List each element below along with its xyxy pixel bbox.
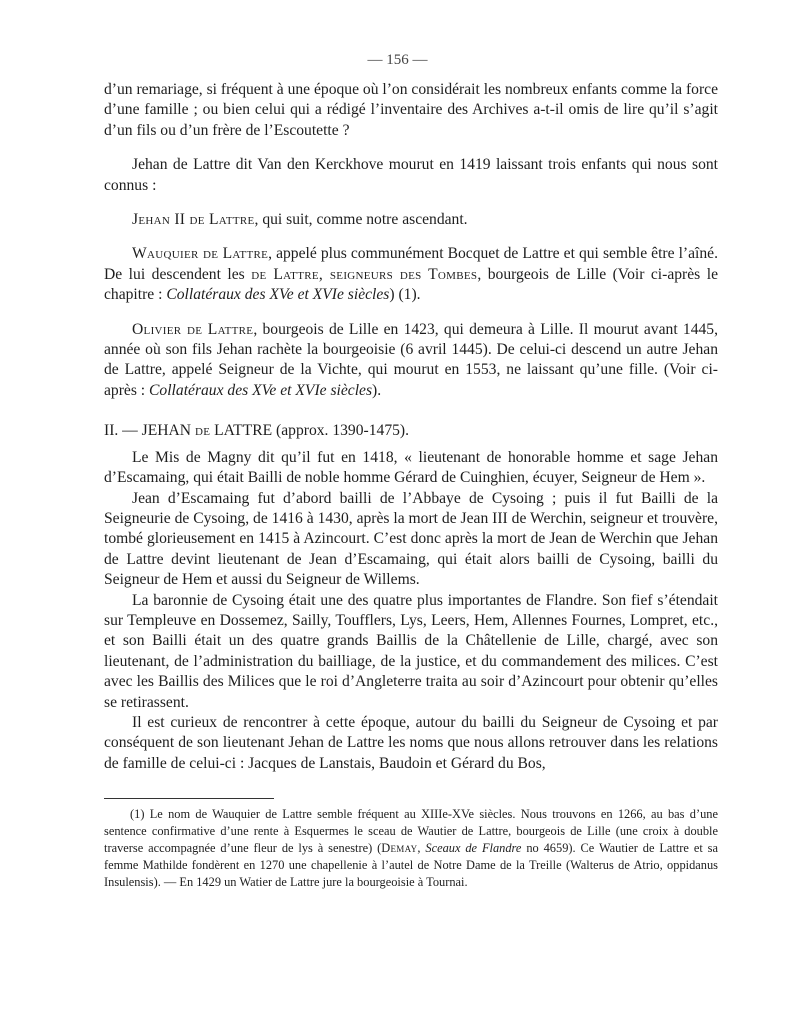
paragraph-text: , qui suit, comme notre ascendant. — [254, 211, 468, 229]
footnote-author: Demay — [381, 841, 418, 855]
paragraph-escamaing: Jean d’Escamaing fut d’abord bailli de l’Abbaye de Cysoing ; puis il fut Bailli de la Seigneurie de Cysoing, de 1416 à 1430, après la mort de Jean III de Werchin, seigneur et trouvère, tombé glorieusement en 1415 à Azincourt. C’est donc après la mort de Jean de Werchin que Jehan de Lattre devint lieutenant de Jean d’Escamaing, qui était alors bailli de Cysoing, bailli du Seigneur de Hem et aussi du Seigneur de Willems. — [104, 489, 718, 589]
footnote-text: (1) Le nom de Wauquier de Lattre semble fréquent au XIIIe-XVe siècles. Nous trouvons en 1266, au bas d’une sentence confirmative d’une rente à Esquermes le sceau de Wautier de Lattre, bourgeois de Lille (une croix à double traverse accompagnée d’une fleur de lys à senestre) ( — [104, 807, 718, 855]
paragraph-text: ) (1). — [389, 286, 421, 304]
footnote-source-title: Sceaux de Flandre — [425, 841, 522, 855]
heading-part: II. — JEHAN — [104, 422, 195, 440]
chapter-reference: Collatéraux des XVe et XVIe siècles — [149, 381, 373, 399]
heading-particle: de — [194, 422, 211, 440]
paragraph-text: , bourgeois de Lille en 1423, qui demeura à Lille. Il mourut avant 1445, année où son fils Jehan rachète la bourgeoisie (6 avril 1445). De celui-ci descend un autre Jehan de Lattre, appelé Seigneur de la Vichte, qui mourut en 1553, ne laissant qu’une fille. (Voir ci-après : — [104, 320, 718, 399]
footnote-divider — [104, 798, 274, 799]
person-name: Wauquier de Lattre — [132, 245, 269, 263]
paragraph-magny: Le Mis de Magny dit qu’il fut en 1418, « lieutenant de honorable homme et sage Jehan d’Escamaing, qui était Bailli de noble homme Gérard de Cuinghien, écuyer, Seigneur de Hem ». — [104, 448, 718, 487]
paragraph-death-note: Jehan de Lattre dit Van den Kerckhove mourut en 1419 laissant trois enfants qui nous sont connus : — [104, 156, 718, 194]
chapter-reference: Collatéraux des XVe et XVIe siècles — [166, 286, 390, 304]
person-name: Olivier de Lattre — [132, 320, 254, 338]
section-heading — [104, 421, 718, 441]
family-branch-name: de Lattre, seigneurs des Tombes — [251, 265, 478, 283]
footnote-text: no 4659). Ce Wautier de Lattre et sa femme Mathilde fondèrent en 1270 une chapellenie à l’autel de Notre Dame de la Treille (Walterus de Atrio, oppidanus Insulensis). — En 1429 un Watier de Lattre jure la bourgeoisie à Tournai. — [104, 841, 718, 889]
footnote-1 — [104, 806, 718, 891]
paragraph-wauquier — [104, 244, 718, 305]
person-name: Jehan II de Lattre — [132, 211, 255, 229]
paragraph-text: , bourgeois de Lille (Voir ci-après le chapitre : — [104, 265, 718, 304]
paragraph-text: , appelé plus communément Bocquet de Lattre et qui semble être l’aîné. De lui descendent les — [104, 245, 718, 283]
paragraph-text: ). — [372, 381, 382, 399]
main-text — [104, 80, 718, 774]
paragraph-olivier — [104, 320, 718, 402]
paragraph-cysoing: La baronnie de Cysoing était une des quatre plus importantes de Flandre. Son fief s’étendait sur Templeuve en Dossemez, Sailly, Toufflers, Lys, Leers, Hem, Allennes Fournes, Lompret, etc., et son Bailli était un des quatre grands Baillis de la Châtellenie de Lille, chargé, avec son lieutenant, de l’administration du bailliage, de la justice, et du commandement des milices. C’est avec les Baillis des Milices que le roi d’Angleterre traita au soir d’Azincourt pour obtenir qu’elles se retirassent. — [104, 591, 718, 711]
page-number: — 156 — — [367, 52, 428, 68]
paragraph-relations: Il est curieux de rencontrer à cette époque, autour du bailli du Seigneur de Cysoing et par conséquent de son lieutenant Jehan de Lattre les noms que nous allons retrouver dans les relations de famille de celui-ci : Jacques de Lanstais, Baudoin et Gérard du Bos, — [104, 713, 718, 772]
footnotes — [104, 806, 718, 891]
heading-part: LATTRE (approx. 1390-1475). — [210, 422, 410, 440]
paragraph-jehan-ii — [104, 210, 718, 230]
footnote-text: , — [417, 841, 426, 855]
paragraph-continuation: d’un remariage, si fréquent à une époque où l’on considérait les nombreux enfants comme la force d’une famille ; ou bien celui qui a rédigé l’inventaire des Archives a-t-il omis de lire qu’il s’agit d’un fils ou d’un frère de l’Escoutette ? — [104, 81, 718, 139]
